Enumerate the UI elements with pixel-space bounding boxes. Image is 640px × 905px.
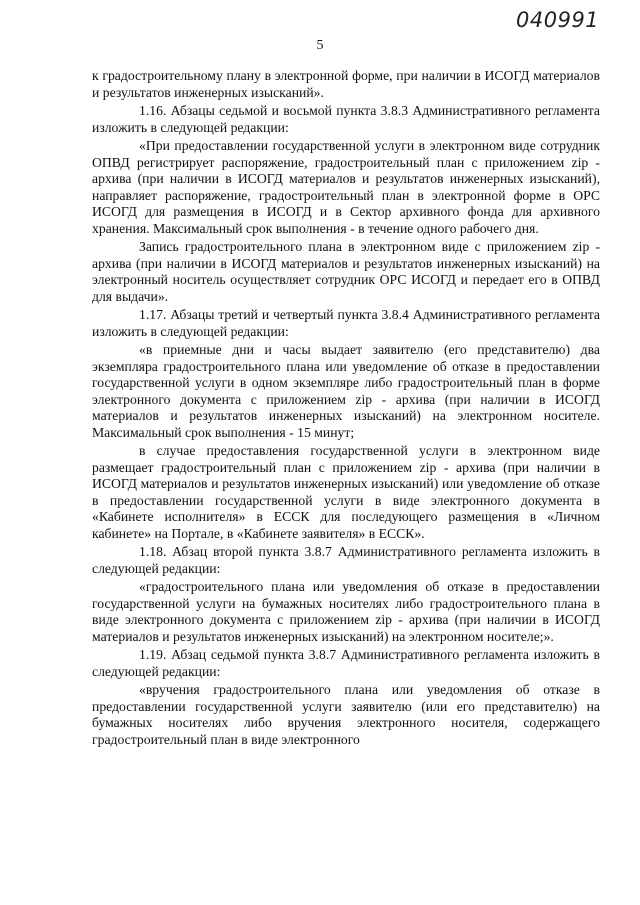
paragraph: к градостроительному плану в электронной форме, при наличии в ИСОГД материалов и результатов инженерных изысканий». — [92, 68, 600, 100]
paragraph: «в приемные дни и часы выдает заявителю (его представителю) два экземпляра градостроительного плана или уведомление об отказе в предоставлении государственной услуги в одном экземпляре либо градостроительный план в форме электронного документа с приложением zip - архива (при наличии в ИСОГД материалов и результатов инженерных изысканий) на электронном носителе. Максимальный срок выполнения - 15 минут; — [92, 342, 600, 440]
paragraph: «вручения градостроительного плана или уведомления об отказе в предоставлении государственной услуги заявителю (или его представителю) на бумажных носителях либо вручения электронного носителя, содержащего градостроительный план в виде электронного — [92, 682, 600, 747]
paragraph: 1.16. Абзацы седьмой и восьмой пункта 3.8.3 Административного регламента изложить в следующей редакции: — [92, 103, 600, 135]
paragraph: 1.18. Абзац второй пункта 3.8.7 Административного регламента изложить в следующей редакции: — [92, 544, 600, 576]
handwritten-document-number: 040991 — [516, 8, 600, 32]
paragraph: «При предоставлении государственной услуги в электронном виде сотрудник ОПВД регистрирует распоряжение, градостроительный план с приложением zip - архива (при наличии в ИСОГД материалов и результатов инженерных изысканий), направляет распоряжение, градостроительный план в электронной форме в ОРС ИСОГД для размещения в ИСОГД и в Сектор архивного фонда для архивного хранения. Максимальный срок выполнения - в течение одного рабочего дня. — [92, 138, 600, 236]
document-body — [92, 68, 600, 750]
paragraph: 1.17. Абзацы третий и четвертый пункта 3.8.4 Административного регламента изложить в следующей редакции: — [92, 307, 600, 339]
paragraph: Запись градостроительного плана в электронном виде с приложением zip - архива (при наличии в ИСОГД материалов и результатов инженерных изысканий) на электронный носитель осуществляет сотрудник ОРС ИСОГД и передает его в ОПВД для выдачи». — [92, 239, 600, 304]
page-number: 5 — [316, 38, 324, 53]
paragraph: в случае предоставления государственной услуги в электронном виде размещает градостроительный план с приложением zip - архива (при наличии в ИСОГД материалов и результатов инженерных изысканий) или уведомление об отказе в предоставлении государственной услуги в виде электронного документа в «Кабинете исполнителя» в ЕССК для последующего размещения в «Личном кабинете» на Портале, в «Кабинете заявителя» в ЕССК». — [92, 443, 600, 541]
paragraph: 1.19. Абзац седьмой пункта 3.8.7 Административного регламента изложить в следующей редакции: — [92, 647, 600, 679]
paragraph: «градостроительного плана или уведомления об отказе в предоставлении государственной услуги на бумажных носителях либо градостроительного плана в виде электронного документа с приложением zip - архива (при наличии в ИСОГД материалов и результатов инженерных изысканий) на электронном носителе;». — [92, 579, 600, 644]
